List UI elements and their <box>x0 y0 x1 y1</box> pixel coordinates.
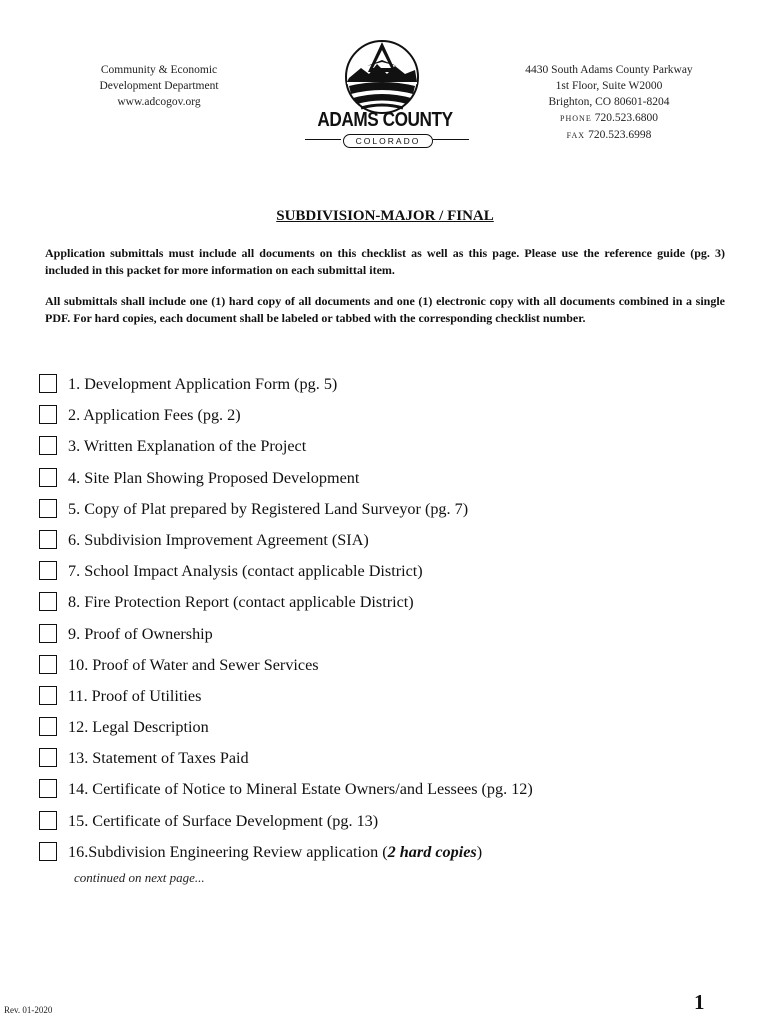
address-info <box>500 62 718 144</box>
checklist-item-label <box>68 840 482 864</box>
department-line-1: Community & Economic <box>100 64 218 76</box>
address-line-3: Brighton, CO 80601-8204 <box>548 96 670 108</box>
checkbox[interactable] <box>39 374 57 393</box>
continued-note: continued on next page... <box>74 870 205 885</box>
logo-state-name: COLORADO <box>343 134 433 148</box>
checklist-item-label: 13. Statement of Taxes Paid <box>68 749 249 768</box>
phone-line <box>500 110 718 127</box>
adams-county-logo <box>305 38 465 148</box>
checkbox[interactable] <box>39 499 57 518</box>
checklist-item-label: 6. Subdivision Improvement Agreement (SIA) <box>68 530 369 549</box>
checkbox[interactable] <box>39 468 57 487</box>
logo-county-name: ADAMS COUNTY <box>317 109 453 131</box>
checkbox[interactable] <box>39 779 57 798</box>
checkbox[interactable] <box>39 592 57 611</box>
fax-line <box>500 127 718 144</box>
checklist-item-label: 9. Proof of Ownership <box>68 624 213 643</box>
checkbox[interactable] <box>39 405 57 424</box>
checkbox[interactable] <box>39 748 57 767</box>
logo-rule-left <box>305 139 341 140</box>
phone-label: PHONE <box>560 114 592 123</box>
checkbox[interactable] <box>39 655 57 674</box>
checklist-item-label: 3. Written Explanation of the Project <box>68 437 307 456</box>
department-website: www.adcogov.org <box>117 96 201 108</box>
logo-rule-right <box>433 139 469 140</box>
checklist-item-label: 11. Proof of Utilities <box>68 686 202 705</box>
checklist-item-label: 8. Fire Protection Report (contact applicable District) <box>68 593 414 612</box>
intro-paragraph-1: Application submittals must include all documents on this checklist as well as this page. Please use the reference guide (pg. 3) included in this packet for more information on each submittal item. <box>45 246 725 277</box>
checkbox[interactable] <box>39 686 57 705</box>
checkbox[interactable] <box>39 842 57 861</box>
phone-number: 720.523.6800 <box>594 112 658 124</box>
department-info <box>70 62 248 110</box>
address-line-2: 1st Floor, Suite W2000 <box>555 80 663 92</box>
county-seal-icon <box>343 38 421 116</box>
item-16-suffix: ) <box>476 842 483 861</box>
item-16-prefix: 16.Subdivision Engineering Review application ( <box>68 842 388 861</box>
fax-label: FAX <box>566 131 586 140</box>
fax-number: 720.523.6998 <box>588 129 652 141</box>
revision-label: Rev. 01-2020 <box>4 1005 53 1015</box>
page-title: SUBDIVISION-MAJOR / FINAL <box>276 208 494 224</box>
checklist-item-label: 1. Development Application Form (pg. 5) <box>68 375 338 393</box>
department-line-2: Development Department <box>99 80 219 92</box>
checkbox[interactable] <box>39 624 57 643</box>
checkbox[interactable] <box>39 530 57 549</box>
address-line-1: 4430 South Adams County Parkway <box>525 64 693 76</box>
checklist-item-label: 2. Application Fees (pg. 2) <box>68 406 241 425</box>
checkbox[interactable] <box>39 811 57 830</box>
checklist-item-label: 15. Certificate of Surface Development (pg. 13) <box>68 811 379 830</box>
checkbox[interactable] <box>39 717 57 736</box>
checkbox[interactable] <box>39 436 57 455</box>
item-16-emphasis: 2 hard copies <box>387 842 477 861</box>
checklist-item-label: 10. Proof of Water and Sewer Services <box>68 655 319 674</box>
checkbox[interactable] <box>39 561 57 580</box>
checklist-item-label: 5. Copy of Plat prepared by Registered Land Surveyor (pg. 7) <box>68 499 469 518</box>
checklist-item-label: 12. Legal Description <box>68 718 209 737</box>
checklist-item-label: 14. Certificate of Notice to Mineral Estate Owners/and Lessees (pg. 12) <box>68 780 533 799</box>
intro-paragraph-2: All submittals shall include one (1) hard copy of all documents and one (1) electronic copy with all documents combined in a single PDF. For hard copies, each document shall be labeled or tabbed with the corresponding checklist number. <box>45 294 725 325</box>
page-number: 1 <box>694 990 705 1014</box>
checklist-item-label: 4. Site Plan Showing Proposed Development <box>68 468 360 487</box>
checklist-item-label: 7. School Impact Analysis (contact applicable District) <box>68 562 423 581</box>
